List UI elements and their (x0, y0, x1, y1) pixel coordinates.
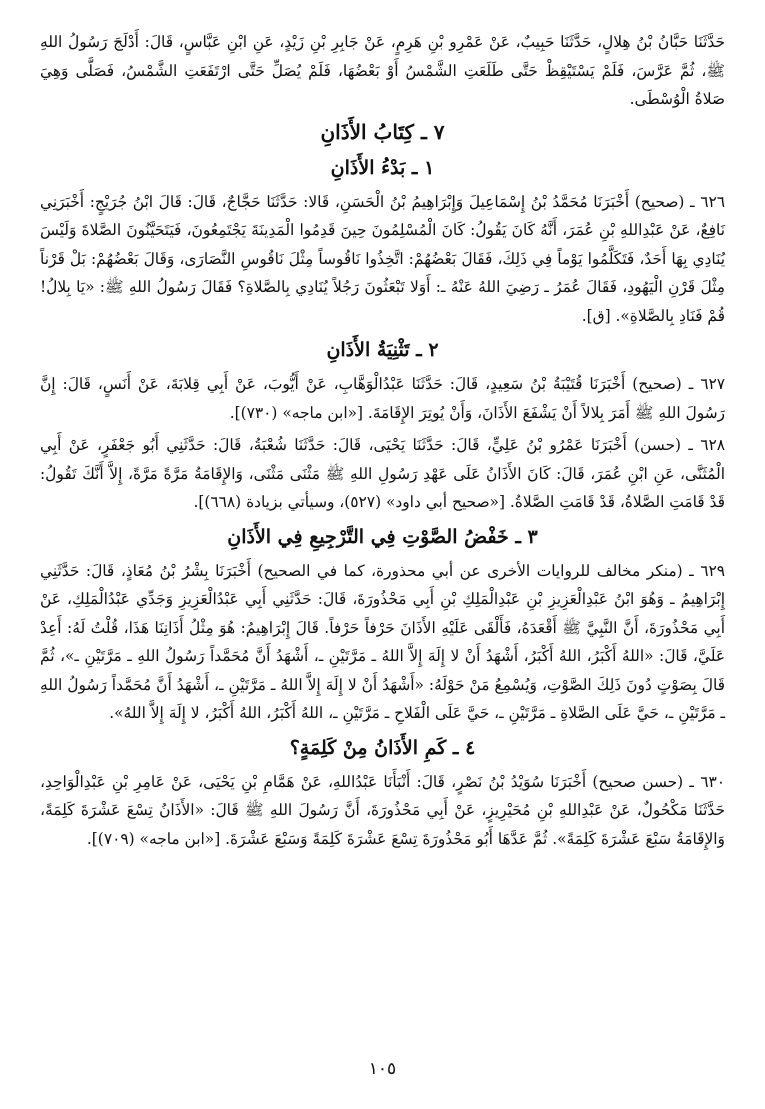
page-body (40, 28, 725, 1069)
hadith-630: ٦٣٠ ـ (حسن صحيح) أَخْبَرَنَا سُوَيْدُ بْنُ نَصْرٍ، قَالَ: أَنْبَأَنَا عَبْدُاللهِ، عَنْ هَمَّامِ بْنِ يَحْيَى، عَنْ عَامِرِ بْنِ عَبْدِالْوَاحِدِ، حَدَّثَنَا مَكْحُولٌ، عَنْ عَبْدِاللهِ بْنِ مُحَيْرِيزٍ، عَنْ أَبِي مَحْذُورَةَ، أَنَّ رَسُولَ اللهِ ﷺ قَالَ: «الأَذَانُ تِسْعَ عَشْرَةَ كَلِمَةً، وَالإِقَامَةُ سَبْعَ عَشْرَةَ كَلِمَةً». ثُمَّ عَدَّهَا أَبُو مَحْذُورَةَ تِسْعَ عَشْرَةَ كَلِمَةً وَسَبْعَ عَشْرَةَ. [«ابن ماجه» (٧٠٩)]. (40, 772, 725, 848)
paragraph-intro: حَدَّثَنَا حَبَّانُ بْنُ هِلالٍ، حَدَّثَنَا حَبِيبٌ، عَنْ عَمْرِو بْنِ هَرِمٍ، عَنْ جَابِرِ بْنِ زَيْدٍ، عَنِ ابْنِ عَبَّاسٍ، قَالَ: أَدْلَجَ رَسُولُ اللهِ ﷺ، ثُمَّ عَرَّسَ، فَلَمْ يَسْتَيْقِظْ حَتَّى طَلَعَتِ الشَّمْسُ أَوْ بَعْضُهَا، فَلَمْ يُصَلِّ حَتَّى ارْتَفَعَتِ الشَّمْسُ، فَصَلَّى وَهِيَ صَلاةُ الْوُسْطَى. (40, 33, 725, 108)
hadith-627: ٦٢٧ ـ (صحيح) أَخْبَرَنَا قُتَيْبَةُ بْنُ سَعِيدٍ، قَالَ: حَدَّثَنَا عَبْدُالْوَهَّابِ، عَنْ أَيُّوبَ، عَنْ أَبِي قِلابَةَ، عَنْ أَنَسٍ، قَالَ: إِنَّ رَسُولَ اللهِ ﷺ أَمَرَ بِلالاً أَنْ يَشْفَعَ الأَذَانَ، وَأَنْ يُوتِرَ الإِقَامَةَ. [«ابن ماجه» (٧٣٠)]. (40, 375, 725, 422)
chapter-heading-4: ٤ ـ كَمِ الأَذَانُ مِنْ كَلِمَةٍ؟ (289, 736, 476, 759)
page-number: ١٠٥ (368, 1059, 397, 1079)
book-heading: ٧ ـ كِتَابُ الأَذَانِ (320, 119, 445, 144)
chapter-heading-2: ٢ ـ تَثْنِيَةُ الأَذَانِ (326, 339, 439, 361)
hadith-628: ٦٢٨ ـ (حسن) أَخْبَرَنَا عَمْرُو بْنُ عَلِيٍّ، قَالَ: حَدَّثَنَا يَحْيَى، قَالَ: حَدَّثَنَا شُعْبَةُ، قَالَ: حَدَّثَنِي أَبُو جَعْفَرٍ، عَنْ أَبِي الْمُثَنَّى، عَنِ ابْنِ عُمَرَ، قَالَ: كَانَ الأَذَانُ عَلَى عَهْدِ رَسُولِ اللهِ ﷺ مَثْنَى مَثْنَى، وَالإِقَامَةُ مَرَّةً مَرَّةً، إِلاَّ أَنَّكَ تَقُولُ: قَدْ قَامَتِ الصَّلاةُ، قَدْ قَامَتِ الصَّلاةُ. [«صحيح أبي داود» (٥٢٧)، وسيأتي بزيادة (٦٦٨)]. (40, 436, 725, 511)
hadith-626: ٦٢٦ ـ (صحيح) أَخْبَرَنَا مُحَمَّدُ بْنُ إِسْمَاعِيلَ وَإِبْرَاهِيمُ بْنُ الْحَسَنِ، قَالا: حَدَّثَنَا حَجَّاجٌ، قَالَ: قَالَ ابْنُ جُرَيْجٍ: أَخْبَرَنِي نَافِعٌ، عَنْ عَبْدِاللهِ بْنِ عُمَرَ، أَنَّهُ كَانَ يَقُولُ: كَانَ الْمُسْلِمُونَ حِينَ قَدِمُوا الْمَدِينَةَ يَجْتَمِعُونَ، فَيَتَحَيَّنُونَ الصَّلاةَ وَلَيْسَ يُنَادِي بِهَا أَحَدٌ، فَتَكَلَّمُوا يَوْماً فِي ذَلِكَ، فَقَالَ بَعْضُهُمْ: اتَّخِذُوا نَاقُوساً مِثْلَ نَاقُوسِ النَّصَارَى، وَقَالَ بَعْضُهُمْ: بَلْ قَرْناً مِثْلَ قَرْنِ الْيَهُودِ، فَقَالَ عُمَرُ ـ رَضِيَ اللهُ عَنْهُ ـ: أَوَلا تَبْعَثُونَ رَجُلاً يُنَادِي بِالصَّلاةِ؟ فَقَالَ رَسُولُ اللهِ ﷺ: «يَا بِلالُ! قُمْ فَنَادِ بِالصَّلاةِ». [ق]. (40, 192, 725, 325)
chapter-heading-3: ٣ ـ خَفْضُ الصَّوْتِ فِي التَّرْجِيعِ فِي الأَذَانِ (227, 525, 538, 548)
chapter-heading-1: ١ ـ بَدْءُ الأَذَانِ (330, 156, 435, 179)
hadith-629: ٦٢٩ ـ (منكر مخالف للروايات الأخرى عن أبي محذورة، كما في الصحيح) أَخْبَرَنَا بِشْرُ بْنُ مُعَاذٍ، قَالَ: حَدَّثَنِي إِبْرَاهِيمُ ـ وَهُوَ ابْنُ عَبْدِالْعَزِيزِ بْنِ عَبْدِالْمَلِكِ بْنِ أَبِي مَحْذُورَةَ، قَالَ: حَدَّثَنِي أَبِي عَبْدُالْعَزِيزِ وَجَدِّي عَبْدُالْمَلِكِ، عَنْ أَبِي مَحْذُورَةَ، أَنَّ النَّبِيَّ ﷺ أَقْعَدَهُ، فَأَلْقَى عَلَيْهِ الأَذَانَ حَرْفاً حَرْفاً. قَالَ إِبْرَاهِيمُ: هُوَ مِثْلُ أَذَانِنَا هَذَا، قُلْتُ لَهُ: أَعِدْ عَلَيَّ، قَالَ: «اللهُ أَكْبَرُ، اللهُ أَكْبَرُ، أَشْهَدُ أَنْ لا إِلَهَ إِلاَّ اللهُ ـ مَرَّتَيْنِ ـ، أَشْهَدُ أَنَّ مُحَمَّداً رَسُولُ اللهِ ـ مَرَّتَيْنِ ـ»، ثُمَّ قَالَ بِصَوْتٍ دُونَ ذَلِكَ الصَّوْتِ، وَيُسْمِعُ مَنْ حَوْلَهُ: «أَشْهَدُ أَنْ لا إِلَهَ إِلاَّ اللهُ ـ مَرَّتَيْنِ ـ، أَشْهَدُ أَنَّ مُحَمَّداً رَسُولُ اللهِ ـ مَرَّتَيْنِ ـ، حَيَّ عَلَى الصَّلاةِ ـ مَرَّتَيْنِ ـ، حَيَّ عَلَى الْفَلاحِ ـ مَرَّتَيْنِ ـ، اللهُ أَكْبَرُ، اللهُ أَكْبَرُ، لا إِلَهَ إِلاَّ اللهُ». (40, 561, 725, 722)
